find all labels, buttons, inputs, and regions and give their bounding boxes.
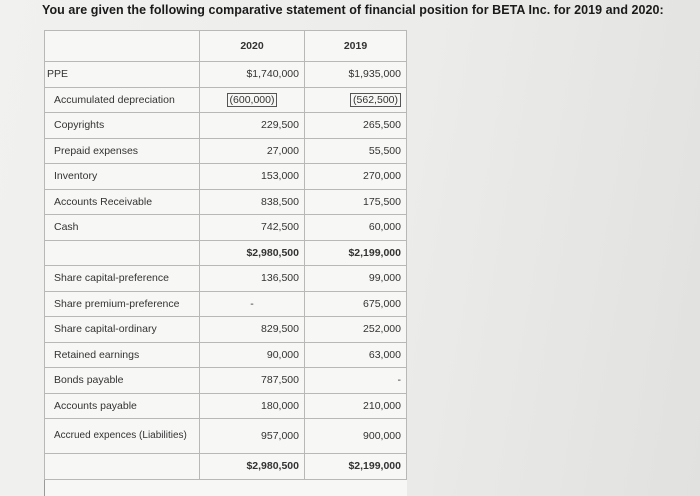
financial-position-table bbox=[44, 30, 407, 480]
table-row bbox=[45, 138, 407, 164]
table-row bbox=[45, 342, 407, 368]
value-2019: 63,000 bbox=[305, 342, 407, 368]
value-2019: 99,000 bbox=[305, 266, 407, 292]
value-2020: $1,740,000 bbox=[200, 62, 305, 88]
header-blank bbox=[45, 31, 200, 62]
table-row bbox=[45, 419, 407, 454]
table-row bbox=[45, 62, 407, 88]
value-2020: 180,000 bbox=[200, 393, 305, 419]
value-2019: 60,000 bbox=[305, 215, 407, 241]
row-label: Share capital-ordinary bbox=[45, 317, 200, 343]
value-2019: - bbox=[305, 368, 407, 394]
page-title: You are given the following comparative statement of financial position for BETA Inc. for 2019 and 2020: bbox=[42, 3, 664, 17]
value-2019: 210,000 bbox=[305, 393, 407, 419]
header-row bbox=[45, 31, 407, 62]
value-2020: 229,500 bbox=[200, 113, 305, 139]
row-label: Prepaid expenses bbox=[45, 138, 200, 164]
header-2020: 2020 bbox=[200, 31, 305, 62]
table-row bbox=[45, 189, 407, 215]
liabilities-total-row bbox=[45, 454, 407, 480]
table-row bbox=[45, 215, 407, 241]
value-2020: 136,500 bbox=[200, 266, 305, 292]
value-2020: 153,000 bbox=[200, 164, 305, 190]
total-2019: $2,199,000 bbox=[305, 454, 407, 480]
value-2019: 175,500 bbox=[305, 189, 407, 215]
value-2020: 957,000 bbox=[200, 419, 305, 454]
table-row bbox=[45, 291, 407, 317]
value-2019: 55,500 bbox=[305, 138, 407, 164]
table-row bbox=[45, 164, 407, 190]
row-label: Copyrights bbox=[45, 113, 200, 139]
value-2019: 675,000 bbox=[305, 291, 407, 317]
row-label: Inventory bbox=[45, 164, 200, 190]
assets-total-row bbox=[45, 240, 407, 266]
value-2019: 252,000 bbox=[305, 317, 407, 343]
value-2020: 838,500 bbox=[200, 189, 305, 215]
value-2019: $1,935,000 bbox=[305, 62, 407, 88]
value-2020-text: (600,000) bbox=[227, 93, 278, 107]
table-row bbox=[45, 368, 407, 394]
row-label: Accounts payable bbox=[45, 393, 200, 419]
row-label: Share capital-preference bbox=[45, 266, 200, 292]
value-2019: 265,500 bbox=[305, 113, 407, 139]
value-2020 bbox=[200, 87, 305, 113]
row-label: Cash bbox=[45, 215, 200, 241]
table-row bbox=[45, 393, 407, 419]
row-label: Bonds payable bbox=[45, 368, 200, 394]
row-label: PPE bbox=[45, 62, 200, 88]
value-2019: 900,000 bbox=[305, 419, 407, 454]
table-row bbox=[45, 266, 407, 292]
total-2019: $2,199,000 bbox=[305, 240, 407, 266]
total-2020: $2,980,500 bbox=[200, 454, 305, 480]
value-2019 bbox=[305, 87, 407, 113]
row-label: Accounts Receivable bbox=[45, 189, 200, 215]
row-label-text: Accrued expences (Liabilities) bbox=[54, 430, 187, 441]
table-row bbox=[45, 87, 407, 113]
table-row bbox=[45, 113, 407, 139]
value-2019: 270,000 bbox=[305, 164, 407, 190]
value-2020: 90,000 bbox=[200, 342, 305, 368]
row-label: Retained earnings bbox=[45, 342, 200, 368]
row-label bbox=[45, 419, 200, 454]
row-label bbox=[45, 240, 200, 266]
value-2019-text: (562,500) bbox=[350, 93, 401, 107]
table-row bbox=[45, 317, 407, 343]
row-label: Accumulated depreciation bbox=[45, 87, 200, 113]
header-2019: 2019 bbox=[305, 31, 407, 62]
row-label bbox=[45, 454, 200, 480]
value-2020: - bbox=[200, 291, 305, 317]
value-2020: 742,500 bbox=[200, 215, 305, 241]
value-2020: 27,000 bbox=[200, 138, 305, 164]
value-2020: 829,500 bbox=[200, 317, 305, 343]
total-2020: $2,980,500 bbox=[200, 240, 305, 266]
value-2020: 787,500 bbox=[200, 368, 305, 394]
row-label: Share premium-preference bbox=[45, 291, 200, 317]
